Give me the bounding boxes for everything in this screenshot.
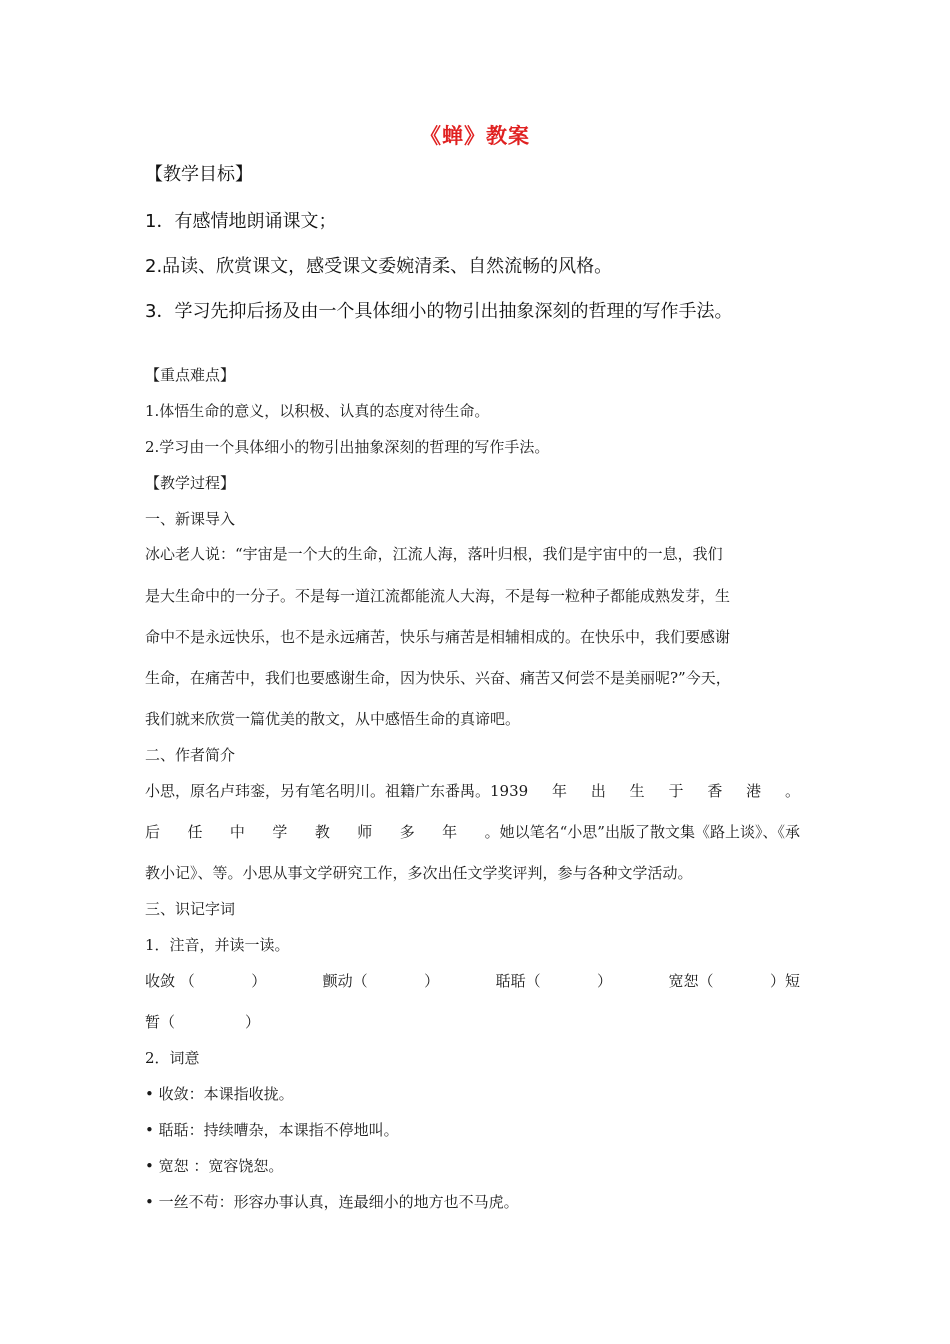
pinyin-blank-close: ） bbox=[597, 972, 613, 990]
intro-paragraph-line: 冰心老人说：“宇宙是一个大的生命，江流人海，落叶归根，我们是宇宙中的一息，我们 bbox=[145, 545, 723, 563]
pinyin-blank-close: ） bbox=[245, 1013, 261, 1031]
objective-item: 3．学习先抑后扬及由一个具体细小的物引出抽象深刻的哲理的写作手法。 bbox=[145, 301, 733, 322]
word-meaning-heading: 2．词意 bbox=[145, 1049, 200, 1067]
pinyin-blank-close: ） bbox=[424, 972, 440, 990]
intro-paragraph-line: 是大生命中的一分子。不是每一道江流都能流人大海，不是每一粒种子都能成熟发芽，生 bbox=[145, 587, 731, 605]
author-line: 教小记》、等。小思从事文学研究工作，多次出任文学奖评判，参与各种文学活动。 bbox=[145, 864, 693, 882]
author-line: 小思，原名卢玮銮，另有笔名明川。祖籍广东番禺。1939 年 出 生 于 香 港 。 bbox=[145, 782, 800, 800]
pinyin-blank-open: 颤动（ bbox=[322, 972, 368, 990]
author-line: 后 任 中 学 教 师 多 年 。她以笔名“小思”出版了散文集《路上谈》、《承 bbox=[145, 823, 800, 841]
word-meaning-item: • 收敛：本课指收拢。 bbox=[145, 1085, 294, 1103]
pinyin-blank-open: 收敛 （ bbox=[145, 972, 195, 990]
author-line-text: 。她以笔名“小思”出版了散文集《路上谈》、《承 bbox=[484, 823, 800, 841]
pinyin-blank-close: ）短 bbox=[769, 972, 800, 990]
objectives-heading: 【教学目标】 bbox=[145, 164, 253, 185]
pinyin-blank-close: ） bbox=[251, 972, 267, 990]
key-point-item: 2.学习由一个具体细小的物引出抽象深刻的哲理的写作手法。 bbox=[145, 438, 550, 456]
intro-paragraph-line: 生命，在痛苦中，我们也要感谢生命，因为快乐、兴奋、痛苦又何尝不是美丽呢?”今天， bbox=[145, 669, 731, 687]
key-point-item: 1.体悟生命的意义，以积极、认真的态度对待生命。 bbox=[145, 402, 490, 420]
section-heading-author: 二、作者简介 bbox=[145, 746, 236, 764]
objective-item: 1．有感情地朗诵课文； bbox=[145, 211, 337, 232]
pinyin-row bbox=[145, 970, 800, 991]
process-heading: 【教学过程】 bbox=[145, 474, 236, 492]
word-meaning-item: • 聒聒：持续嘈杂，本课指不停地叫。 bbox=[145, 1121, 399, 1139]
pinyin-blank-open: 暂（ bbox=[145, 1013, 176, 1031]
intro-paragraph-line: 我们就来欣赏一篇优美的散文，从中感悟生命的真谛吧。 bbox=[145, 710, 521, 728]
author-line-text: 小思，原名卢玮銮，另有笔名明川。祖籍广东番禺。1939 bbox=[145, 782, 529, 800]
key-points-heading: 【重点难点】 bbox=[145, 366, 236, 384]
objective-item: 2.品读、欣赏课文，感受课文委婉清柔、自然流畅的风格。 bbox=[145, 256, 613, 277]
pinyin-blank-open: 聒聒（ bbox=[495, 972, 541, 990]
word-meaning-item: • 宽恕 ：宽容饶恕。 bbox=[145, 1157, 284, 1175]
page-title: 《蝉》教案 bbox=[420, 124, 530, 148]
pinyin-row bbox=[145, 1011, 260, 1032]
pinyin-blank-open: 宽恕（ bbox=[668, 972, 714, 990]
word-meaning-item: • 一丝不苟：形容办事认真，连最细小的地方也不马虎。 bbox=[145, 1193, 519, 1211]
intro-paragraph-line: 命中不是永远快乐，也不是永远痛苦，快乐与痛苦是相辅相成的。在快乐中，我们要感谢 bbox=[145, 628, 731, 646]
section-heading-intro: 一、新课导入 bbox=[145, 510, 236, 528]
section-heading-words: 三、识记字词 bbox=[145, 900, 236, 918]
pinyin-exercise-heading: 1．注音，并读一读。 bbox=[145, 936, 290, 954]
